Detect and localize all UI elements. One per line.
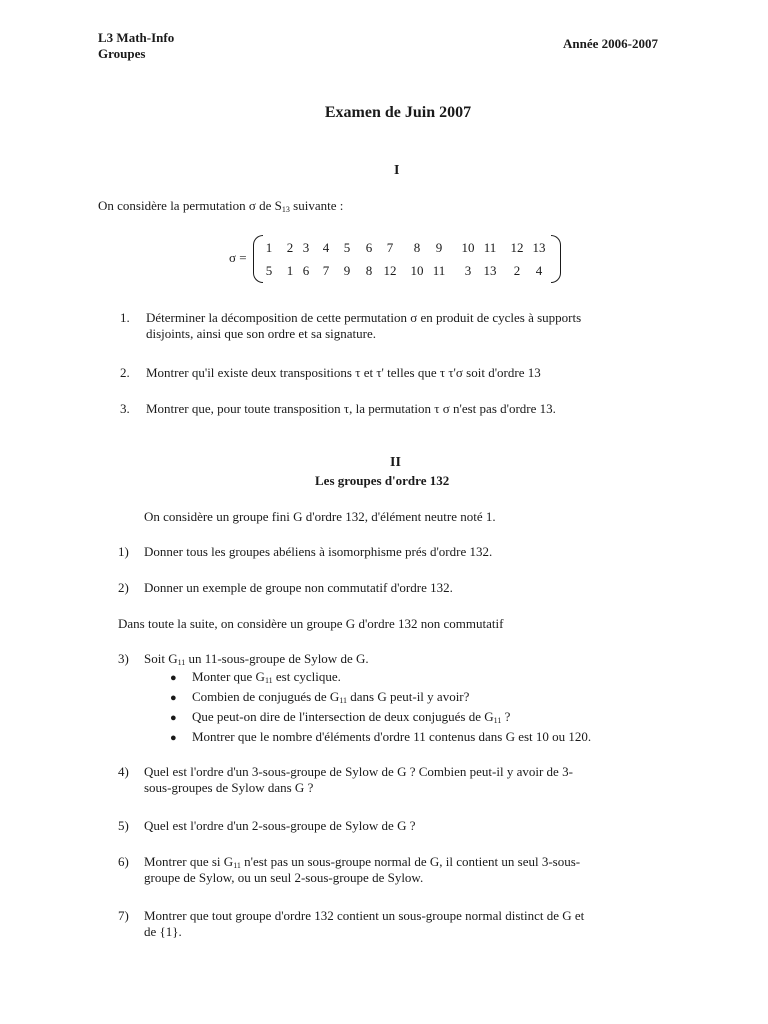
academic-year: Année 2006-2007 <box>563 36 658 51</box>
perm-bottom-cell: 8 <box>365 263 373 278</box>
perm-bottom-cell: 2 <box>513 263 521 278</box>
perm-top-cell: 5 <box>343 240 351 255</box>
question-ii-1: 1) Donner tous les groupes abéliens à isomorphisme prés d'ordre 132. <box>118 544 493 559</box>
transition-text: Dans toute la suite, on considère un groupe G d'ordre 132 non commutatif <box>118 616 504 631</box>
perm-top-cell: 2 <box>286 240 294 255</box>
perm-bottom-cell: 13 <box>483 263 497 278</box>
perm-top-cell: 11 <box>483 240 497 255</box>
perm-bottom-cell: 7 <box>322 263 330 278</box>
right-parenthesis <box>551 235 561 283</box>
perm-top-cell: 9 <box>435 240 443 255</box>
bullet-list <box>170 669 591 746</box>
perm-top-cell: 13 <box>532 240 546 255</box>
perm-bottom-cell: 3 <box>464 263 472 278</box>
bullet-item-4: ● Montrer que le nombre d'éléments d'ordre 11 contenus dans G est 10 ou 120. <box>170 729 592 744</box>
perm-top-cell: 10 <box>461 240 475 255</box>
course-label: L3 Math-Info <box>98 30 175 45</box>
perm-bottom-cell: 1 <box>286 263 294 278</box>
bullet-item-2: ● Combien de conjugués de $G_{11}$ dans G peut-il y avoir? <box>170 689 470 705</box>
perm-bottom-cell: 9 <box>343 263 351 278</box>
question-ii-5: 5) Quel est l'ordre d'un 2-sous-groupe de Sylow de G ? <box>118 818 416 833</box>
perm-top-cell: 8 <box>413 240 421 255</box>
page-title: Examen de Juin 2007 <box>324 104 472 121</box>
part-one-intro: On considère la permutation σ de $S_{13}$ suivante : <box>98 198 344 214</box>
perm-top-cell: 7 <box>386 240 394 255</box>
perm-top-cell: 1 <box>265 240 273 255</box>
sigma-label: σ = <box>229 250 247 265</box>
question-ii-7: 7) Montrer que tout groupe d'ordre 132 contient un sous-groupe normal distinct de G et de {1}. <box>118 908 585 939</box>
perm-bottom-cell: 11 <box>432 263 446 278</box>
perm-bottom-cell: 12 <box>383 263 397 278</box>
course-subject: Groupes <box>98 46 146 61</box>
part-two-intro: On considère un groupe fini G d'ordre 132, d'élément neutre noté 1. <box>144 509 496 524</box>
question-3: 3. Montrer que, pour toute transposition τ, la permutation τ σ n'est pas d'ordre 13. <box>120 401 556 416</box>
question-ii-3: 3) Soit $G_{11}$ un 11-sous-groupe de Sylow de G. <box>118 651 369 667</box>
question-ii-2: 2) Donner un exemple de groupe non commutatif d'ordre 132. <box>118 580 453 595</box>
perm-top-cell: 6 <box>365 240 373 255</box>
part-two-title: Les groupes d'ordre 132 <box>315 473 450 488</box>
perm-bottom-cell: 4 <box>535 263 543 278</box>
permutation-matrix <box>229 233 561 285</box>
perm-bottom-cell: 5 <box>265 263 273 278</box>
part-two-numeral: II <box>390 455 401 470</box>
perm-top-cell: 12 <box>510 240 524 255</box>
bullet-item-1: ● Monter que $G_{11}$ est cyclique. <box>170 669 341 685</box>
question-1: 1. Déterminer la décomposition de cette permutation σ en produit de cycles à supports disjoints, ainsi que son ordre et sa signature. <box>120 310 582 341</box>
perm-bottom-cell: 6 <box>302 263 310 278</box>
bullet-item-3: ● Que peut-on dire de l'intersection de deux conjugués de $G_{11}$ ? <box>170 709 511 725</box>
perm-bottom-cell: 10 <box>410 263 424 278</box>
part-one-numeral: I <box>394 163 400 178</box>
perm-top-cell: 4 <box>322 240 330 255</box>
perm-top-cell: 3 <box>302 240 310 255</box>
question-ii-4: 4) Quel est l'ordre d'un 3-sous-groupe de Sylow de G ? Combien peut-il y avoir de 3- sous-groupes de Sylow dans G ? <box>118 764 573 795</box>
question-2: 2. Montrer qu'il existe deux transpositions τ et τ' telles que τ τ'σ soit d'ordre 13 <box>120 365 541 380</box>
question-ii-6: 6) Montrer que si $G_{11}$ n'est pas un sous-groupe normal de G, il contient un seul 3-sous- groupe de Sylow, ou un seul 2-sous-groupe de Sylow. <box>118 854 581 885</box>
